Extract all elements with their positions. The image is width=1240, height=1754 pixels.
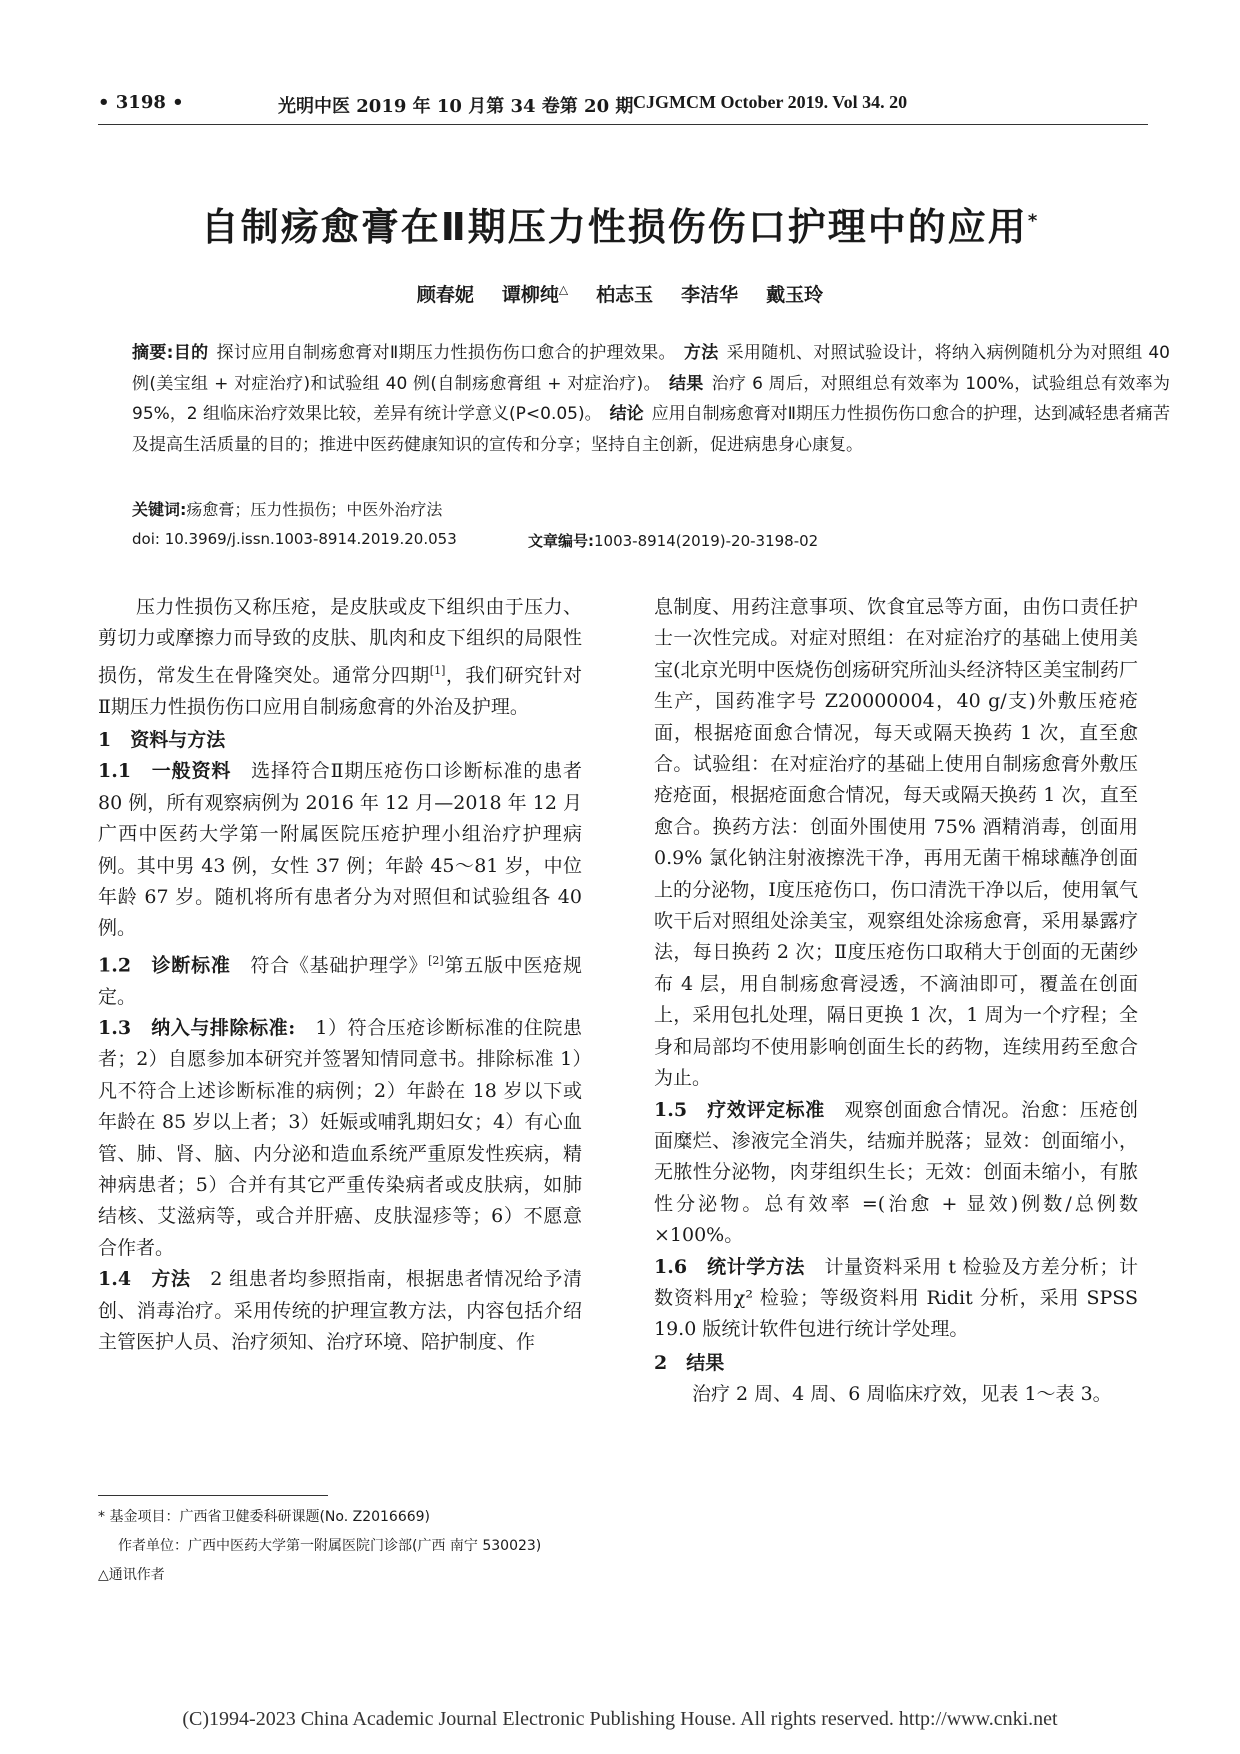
subsection-1-1: 1.1 一般资料 选择符合Ⅱ期压疮伤口诊断标准的患者 80 例，所有观察病例为 2016 年 12 月—2018 年 12 月广西中医药大学第一附属医院压疮护理小组治疗护理病例。其中男 43 例，女性 37 例；年龄 45～81 岁，中位年龄 67 岁。随机将所有患者分为对照但和试验组各 40 例。 bbox=[98, 760, 582, 940]
title-text: 自制疡愈膏在Ⅱ期压力性损伤伤口护理中的应用 bbox=[200, 205, 1028, 249]
doi: doi: 10.3969/j.issn.1003-8914.2019.20.053 bbox=[132, 530, 457, 548]
footnote-rule bbox=[98, 1495, 328, 1496]
reference-mark: [1] bbox=[429, 663, 446, 677]
purpose-label: 目的 bbox=[173, 343, 209, 363]
keywords bbox=[132, 497, 442, 520]
article-number: 文章编号:1003-8914(2019)-20-3198-02 bbox=[528, 532, 819, 550]
affiliation-note: 作者单位：广西中医药大学第一附属医院门诊部(广西 南宁 530023) bbox=[118, 1538, 542, 1554]
subsection-1-6: 1.6 统计学方法 计量资料采用 t 检验及方差分析；计数资料用χ² 检验；等级资料用 Ridit 分析，采用 SPSS 19.0 版统计软件包进行统计学处理。 bbox=[654, 1255, 1139, 1341]
method-text: 采用随机、对照试验设计，将纳入病例随机分为对照组 40 例(美宝组 + 对症治疗)和试验组 40 例(自制疡愈膏组 + 对症治疗)。 bbox=[132, 343, 1170, 394]
running-header bbox=[98, 88, 1148, 118]
abstract-label: 摘要: bbox=[132, 343, 174, 363]
body-column-right bbox=[654, 592, 1138, 1411]
journal-name-en: CJGMCM October 2019. Vol 34. 20 bbox=[633, 92, 908, 112]
title-footnote-mark: * bbox=[1027, 210, 1040, 232]
author-name: 顾春妮 bbox=[416, 284, 474, 306]
keywords-text: 疡愈膏；压力性损伤；中医外治疗法 bbox=[186, 500, 443, 519]
abstract bbox=[132, 338, 1170, 460]
doi-line bbox=[132, 530, 819, 550]
purpose-text: 探讨应用自制疡愈膏对Ⅱ期压力性损伤伤口愈合的护理效果。 bbox=[216, 343, 676, 363]
journal-name-cn: 光明中医 2019 年 10 月第 34 卷第 20 期 bbox=[278, 96, 634, 117]
subsection-1-2: 1.2 诊断标准 符合《基础护理学》[2]第五版中医疮规定。 bbox=[98, 953, 582, 1008]
body-column-left bbox=[98, 592, 582, 1358]
subsection-1-5: 1.5 疗效评定标准 观察创面愈合情况。治愈：压疮创面糜烂、渗液完全消失，结痂并脱落；显效：创面缩小，无脓性分泌物，肉芽组织生长；无效：创面未缩小，有脓性分泌物。总有效率 =(治愈 + 显效)例数/总例数 ×100%。 bbox=[654, 1098, 1138, 1247]
author-name: 李洁华 bbox=[681, 284, 739, 306]
page-number: • 3198 • bbox=[98, 92, 184, 113]
intro-paragraph: 压力性损伤又称压疮，是皮肤或皮下组织由于压力、剪切力或摩擦力而导致的皮肤、肌肉和皮下组织的局限性损伤，常发生在骨隆突处。通常分四期[1]，我们研究针对Ⅱ期压力性损伤伤口应用自制疡愈膏的外治及护理。 bbox=[98, 596, 582, 718]
corresponding-note: △通讯作者 bbox=[98, 1567, 165, 1583]
section-heading: 2 结果 bbox=[654, 1351, 725, 1374]
result-text: 治疗 6 周后，对照组总有效率为 100%，试验组总有效率为 95%，2 组临床治疗效果比较，差异有统计学意义(P<0.05)。 bbox=[132, 373, 1170, 424]
article-title bbox=[120, 196, 1120, 251]
copyright-line: (C)1994-2023 China Academic Journal Electronic Publishing House. All rights reserved. http://www.cnki.net bbox=[182, 1708, 1058, 1730]
author-name: 戴玉玲 bbox=[766, 284, 824, 306]
author-name: 柏志玉 bbox=[596, 284, 654, 306]
section-heading: 1 资料与方法 bbox=[98, 728, 226, 751]
corresponding-mark: △ bbox=[558, 282, 569, 297]
fund-note: * 基金项目：广西省卫健委科研课题(No. Z2016669) bbox=[98, 1509, 431, 1525]
author-list bbox=[120, 280, 1120, 307]
author-name: 谭柳纯△ bbox=[501, 282, 569, 306]
header-rule bbox=[98, 124, 1148, 125]
method-continuation: 息制度、用药注意事项、饮食宜忌等方面，由伤口责任护士一次性完成。对症对照组：在对症治疗的基础上使用美宝(北京光明中医烧伤创疡研究所汕头经济特区美宝制药厂生产，国药准字号 Z20000004，40 g/支)外敷压疮疮面，根据疮面愈合情况，每天或隔天换药 1 次，直至愈合。试验组：在对症治疗的基础上使用自制疡愈膏外敷压疮疮面，根据疮面愈合情况，每天或隔天换药 1 次，直至愈合。换药方法：创面外围使用 75% 酒精消毒，创面用 0.9% 氯化钠注射液擦洗干净，再用无菌干棉球蘸净创面上的分泌物，Ⅰ度压疮伤口，伤口清洗干净以后，使用氧气吹干后对照组处涂美宝，观察组处涂疡愈膏，采用暴露疗法，每日换药 2 次；Ⅱ度压疮伤口取稍大于创面的无菌纱布 4 层，用自制疡愈膏浸透，不滴油即可，覆盖在创面上，采用包扎处理，隔日更换 1 次，1 周为一个疗程；全身和局部均不使用影响创面生长的药物，连续用药至愈合为止。 bbox=[654, 596, 1138, 1090]
reference-mark: [2] bbox=[428, 953, 444, 967]
keywords-label: 关键词: bbox=[132, 500, 187, 519]
conclusion-text: 应用自制疡愈膏对Ⅱ期压力性损伤伤口愈合的护理，达到减轻患者痛苦及提高生活质量的目的；推进中医药健康知识的宣传和分享；坚持自主创新，促进病患身心康复。 bbox=[132, 404, 1170, 455]
method-label: 方法 bbox=[683, 343, 719, 363]
result-label: 结果 bbox=[668, 373, 704, 394]
results-paragraph: 治疗 2 周、4 周、6 周临床疗效，见表 1～表 3。 bbox=[692, 1383, 1112, 1406]
footnotes bbox=[98, 1503, 598, 1590]
subsection-1-3: 1.3 纳入与排除标准: 1）符合压疮诊断标准的住院患者；2）自愿参加本研究并签署知情同意书。排除标准 1）凡不符合上述诊断标准的病例；2）年龄在 18 岁以下或年龄在 85 岁以上者；3）妊娠或哺乳期妇女；4）有心血管、肺、肾、脑、内分泌和造血系统严重原发性疾病，精神病患者；5）合并有其它严重传染病者或皮肤病，如肺结核、艾滋病等，或合并肝癌、皮肤湿疹等；6）不愿意合作者。 bbox=[98, 1016, 582, 1259]
conclusion-label: 结论 bbox=[609, 404, 644, 424]
subsection-1-4: 1.4 方法 2 组患者均参照指南，根据患者情况给予清创、消毒治疗。采用传统的护理宣教方法，内容包括介绍主管医护人员、治疗须知、治疗环境、陪护制度、作 bbox=[98, 1268, 582, 1353]
